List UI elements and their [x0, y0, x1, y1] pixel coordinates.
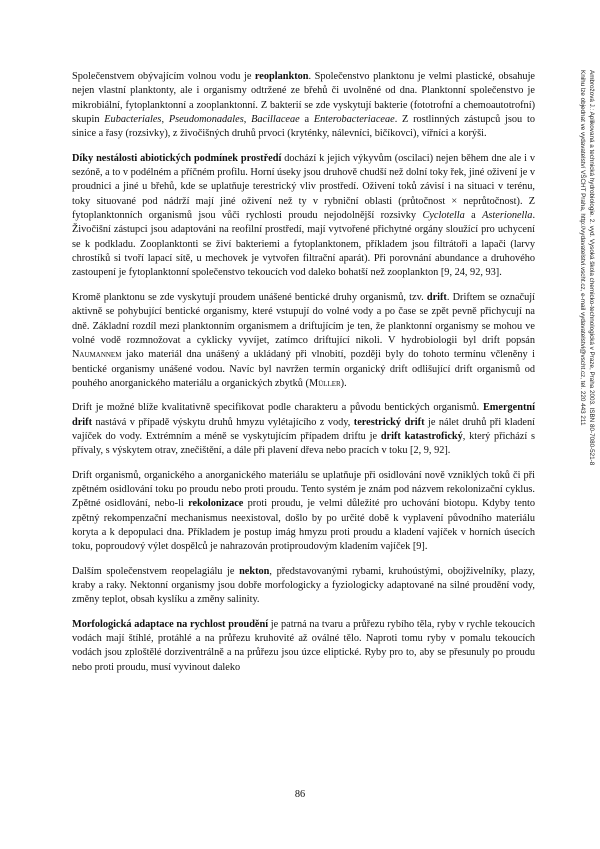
text-run: jako materiál dna unášený a ukládaný při vlnobití, později byly do tohoto termínu včleněny i bentické organismy unášené vodou. Navíc byl navržen termín organický drift odlišující drift organismů od pouhého anorganického materiálu a organických zbytků (	[72, 349, 535, 389]
citation-line-book: Ambrožová J.: Aplikovaná a technická hydrobiologie. 2. vyd. Vysoká škola chemicko-technologická v Praze, Praha 2003. ISBN 80-7080-521-8	[588, 70, 595, 466]
bold-term: reoplankton	[254, 71, 309, 82]
text-run: proti proudu, je velmi důležité pro uchování biotopu. Kdyby tento zpětný rekompenzační mechanismus neexistoval, došlo by po určité době k vyplavení původního materiálu koryta a k depopulaci dna. Příkladem je postup imág hmyzu proti proudu a kladení vajíček v horních úsecích toku, poproudový výlet dospělců je nahrazován protiproudovým kladením vajíček [9].	[72, 498, 535, 553]
text-run: , který přichází s přívaly, s výskytem otrav, znečištění, a dále při plavení dřeva nebo pracích v toku [2, 9, 92].	[72, 430, 535, 457]
text-run: ,	[243, 114, 252, 126]
page-number: 86	[294, 789, 306, 800]
bold-term: drift	[426, 291, 447, 303]
bold-term: Emergentní drift	[72, 402, 535, 428]
citation-sidebar	[556, 70, 596, 590]
bold-term: terestrický drift	[353, 416, 425, 428]
paragraph-nekton	[72, 565, 535, 608]
italic-term: Cyclotella	[422, 210, 465, 222]
text-run: Drift je možné blíže kvalitativně specifikovat podle charakteru a původu bentických organismů.	[72, 402, 483, 414]
paragraph-drift-types	[72, 401, 535, 458]
text-run: je nálet druhů při kladení vajíček do vody. Extrémním a méně se vyskytujícím případem driftu je	[72, 416, 535, 442]
bold-term: rekolonizace	[188, 498, 244, 510]
text-run: Kromě planktonu se zde vyskytují proudem unášené bentické druhy organismů, tzv.	[72, 291, 427, 303]
italic-term: Pseudomonadales	[168, 114, 244, 126]
text-run: ).	[340, 377, 347, 389]
text-run: a	[299, 114, 314, 126]
italic-term: Enterobacteriaceae	[313, 114, 395, 126]
italic-term: Bacillaceae	[251, 114, 300, 126]
text-run: Společenstvem obývajícím volnou vodu je	[72, 71, 255, 82]
paragraph-drift-intro	[72, 291, 535, 391]
italic-term: Asterionella	[482, 210, 533, 222]
bold-term: drift katastrofický	[380, 430, 463, 442]
paragraph-morphology	[72, 618, 535, 675]
citation-line-order: Knihu lze objednat ve vydavatelství VŠCHT Praha, http://vydavatelstvi.vscht.cz, e-mail vydavatelstvi@vscht.cz, tel. 220 443 211	[579, 70, 586, 426]
citation-text	[578, 70, 596, 590]
text-run: Drift organismů, organického a anorganického materiálu se uplatňuje při osidlování nově vzniklých toků či při zpětném osidlování toku po proudu nebo proti proudu. Tento systém je znám pod názvem rekolonizační cyklus. Zpětné osidlování, nebo-li	[72, 469, 535, 510]
text-run: , představovanými rybami, kruhoústými, obojživelníky, plazy, kraby a raky. Nektonní organismy jsou dobře morfologicky a fyziologicky adaptované na silné proudění vody, změny teplot, obsah kyslíku a změny salinity.	[72, 565, 535, 606]
author-name: Naumannem	[72, 349, 122, 361]
italic-term: Eubacteriales	[104, 114, 162, 126]
bold-term: Díky nestálosti abiotických podmínek prostředí	[72, 152, 282, 164]
text-run: Dalším společenstvem reopelagiálu je	[72, 565, 240, 577]
text-run: . Společenstvo planktonu je velmi plastické, obsahuje nejen vlastní planktonty, ale i organismy odtržené ze břehů či uvolněné od dna. Planktonní společenstvo je mikrobiální, fytoplanktonní a zooplanktonní. Z bakterií se zde vyskytují bakterie (fototrofní a chemoautotrofní) skupin	[72, 71, 535, 126]
paragraph-abiotic-conditions	[72, 152, 535, 281]
bold-term: nekton	[239, 565, 270, 577]
text-run: ,	[161, 114, 169, 126]
text-run: . Z rostlinných zástupců jsou to sinice a řasy (rozsivky), z živočišných druhů prvoci (kryténky, nálevníci, bičíkovci), vířníci a korýši.	[72, 114, 535, 140]
bold-term: Morfologická adaptace na rychlost proudění	[72, 618, 269, 630]
text-run: je patrná na tvaru a průřezu rybího těla, ryby v rychle tekoucích vodách mají štíhlé, protáhlé a na průřezu kruhovité až oválné tělo. Naproti tomu ryby v pomalu tekoucích vodách jsou zploštělé dorziventrálně a na průřezu jsou úzce eliptické. Ryby pro to, aby se přesunuly po proudu nebo proti proudu, musí vyvinout daleko	[72, 618, 535, 673]
paragraph-recolonization	[72, 469, 535, 555]
page-body	[72, 70, 535, 685]
text-run: . Živočišní zástupci jsou adaptováni na reofilní prostředí, mají vytvořené přichytné orgány sloužící pro uchycení se k podkladu. Zooplanktonti se živí bakteriemi a fytoplanktonem, příkladem jsou filtrátoři a lapači (larvy chrostíků si tvoří lapací sítě, u mechovek je vytvořen filtrační aparát). Při porovnání abundance a druhového zastoupení je fytoplanktonní společenstvo tekoucích vod daleko bohatší než zooplankton [9, 24, 92, 93].	[72, 210, 536, 279]
author-name: Müller	[308, 377, 341, 389]
paragraph-plankton	[72, 70, 535, 142]
text-run: . Driftem se označují aktivně se pohybující bentické organismy, které vstupují do volné vody a po čase se zpět pevně přichycují na dně. Základní rozdíl mezi planktonním organismem a driftujícím je ten, že planktonní organismy se mohou ve volné vodě rozmnožovat a cyklicky vyvíjet, zatímco driftující nikoli. V hydrobiologii byl drift popsán	[72, 291, 535, 346]
text-run: dochází k jejich výkyvům (oscilaci) nejen během dne ale i v sezóně, a to v podélném a příčném profilu. Horní úseky jsou druhově chudší než dolní toky řek, jiné oživení je v proudnici a jiné u břehů, kde se uplatňuje terestrický vliv prostředí. Oživení toků závisí i na situaci v terénu, toky situované pod nádrží mají jiné oživení než ty v rybniční oblasti (průtočnost × neprůtočnost). Z fytoplanktonních organismů jsou vůči rychlosti proudu nejodolnější rozsivky	[72, 152, 535, 222]
text-run: a	[464, 210, 483, 222]
text-run: nastává v případě výskytu druhů hmyzu vylétajícího z vody,	[92, 416, 354, 428]
